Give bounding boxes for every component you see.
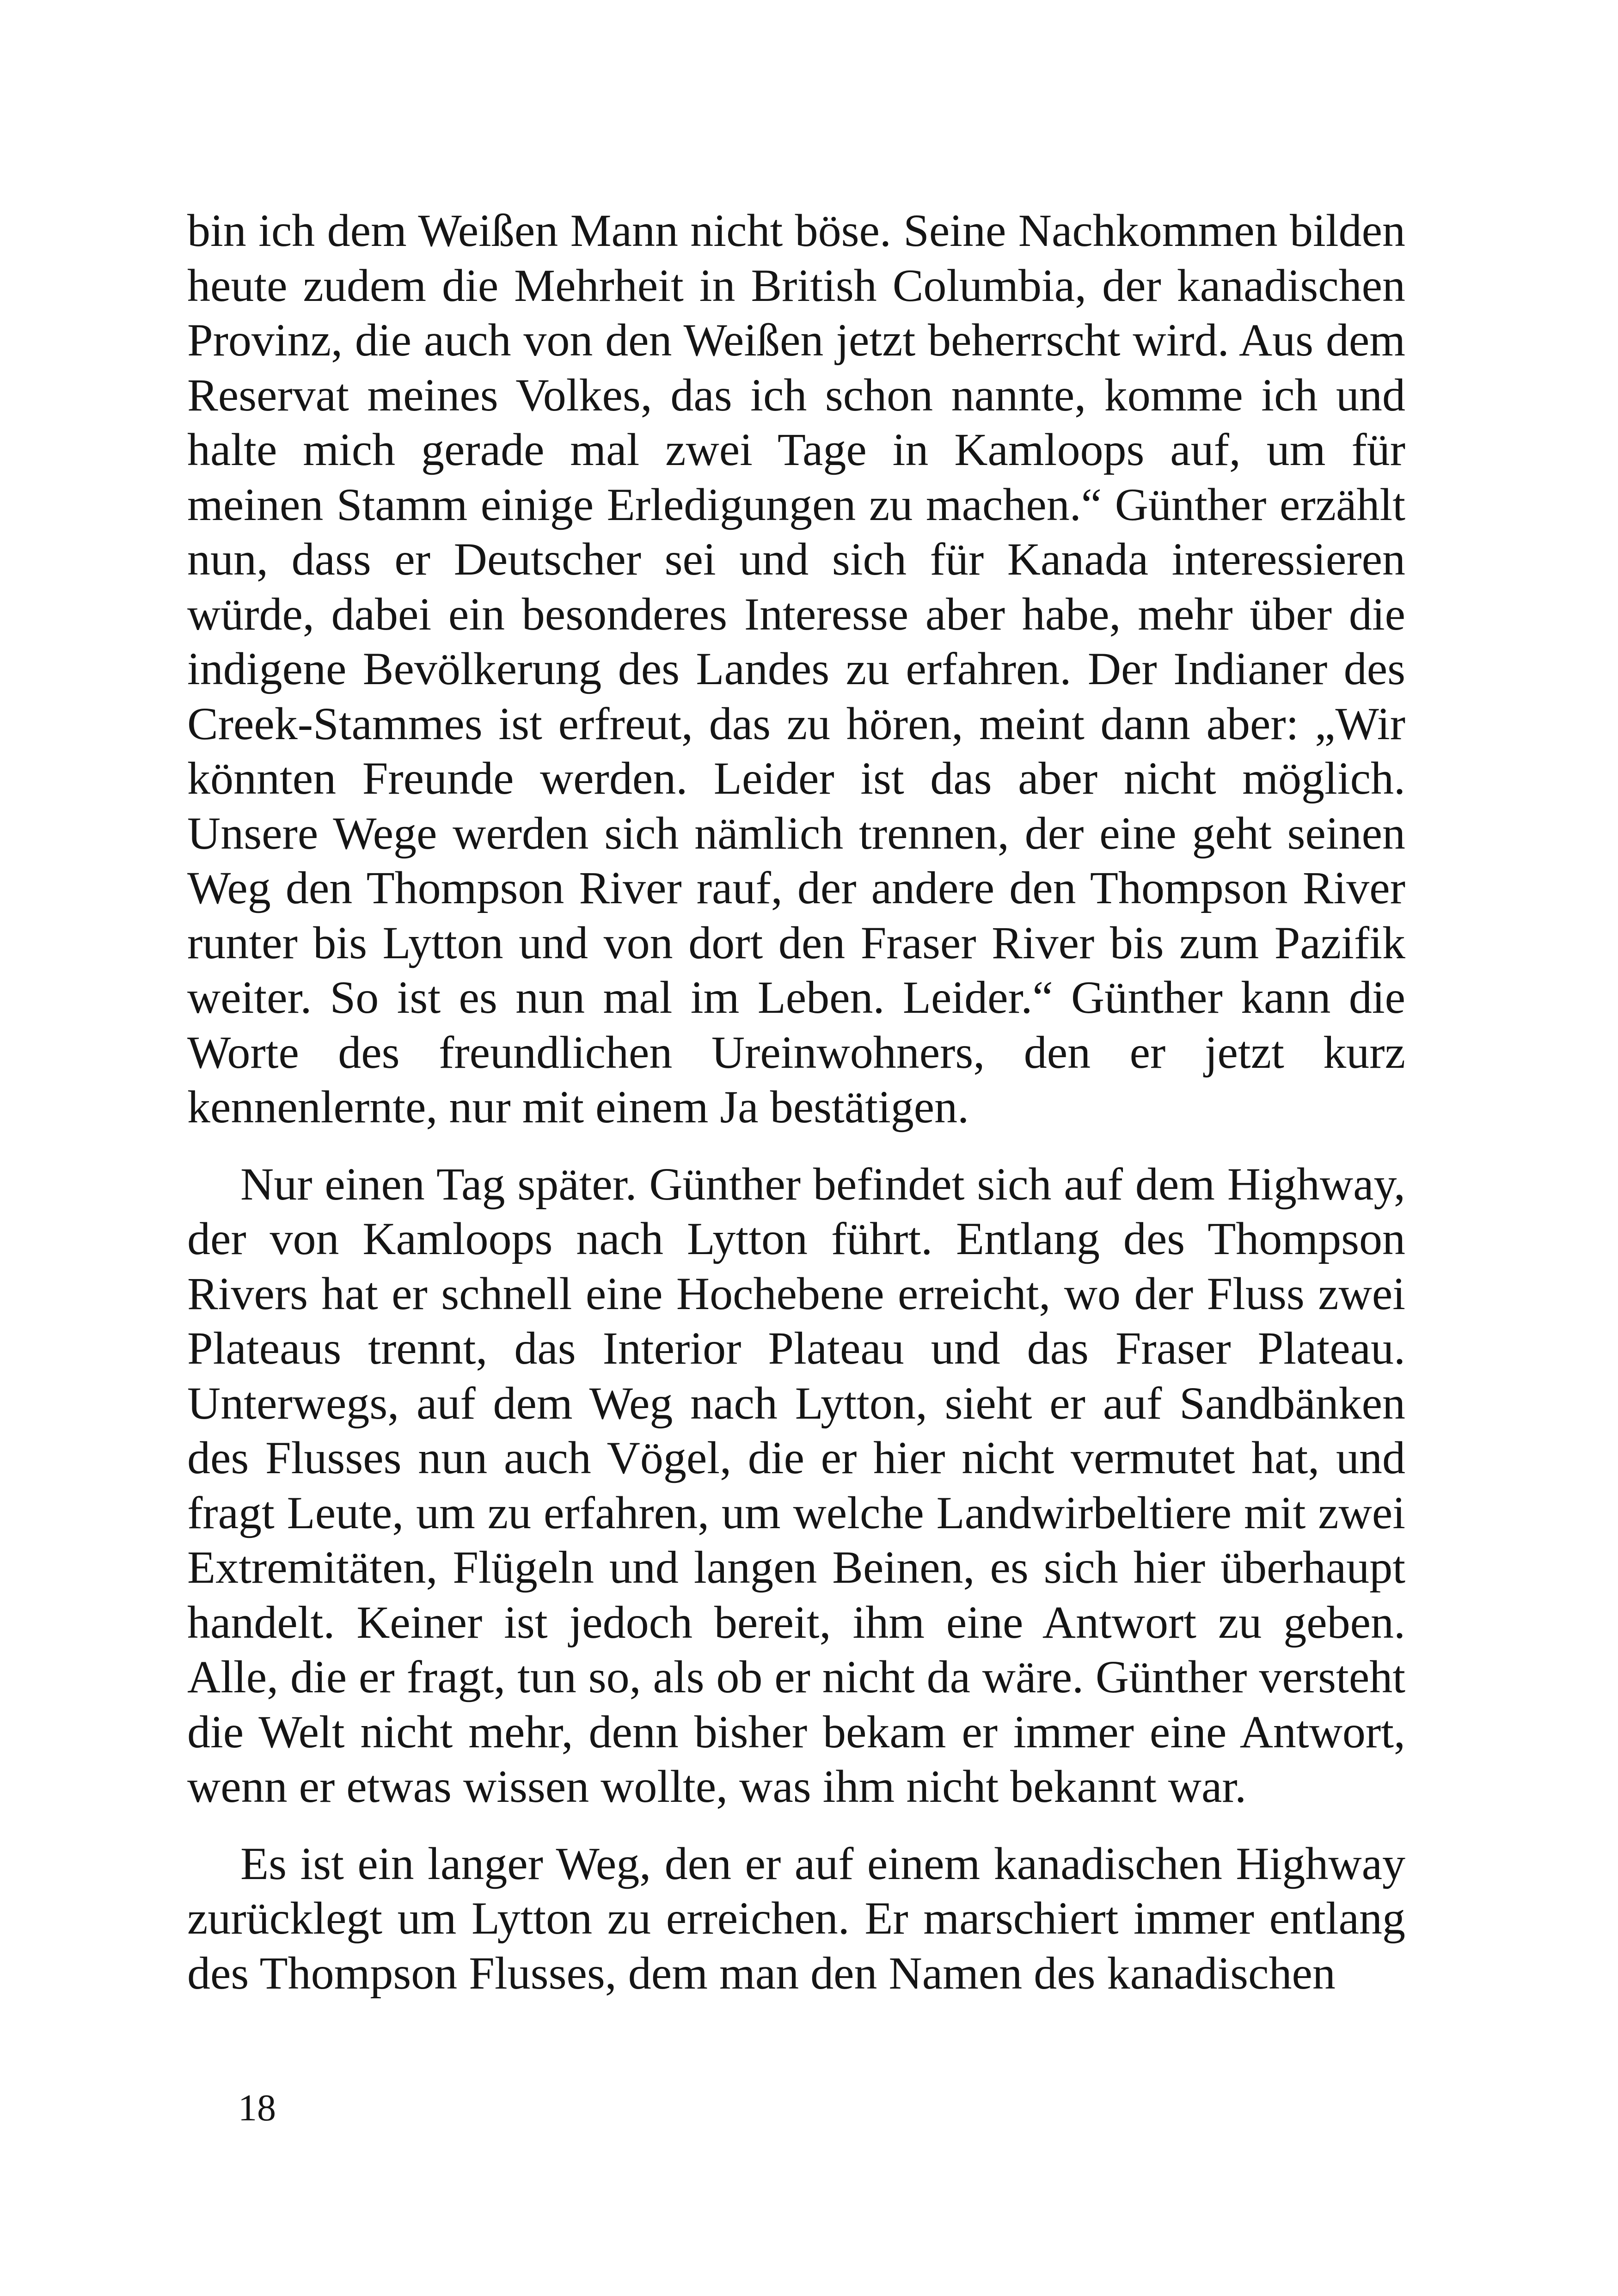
paragraph-2: Nur einen Tag später. Günther befindet sich auf dem Highway, der von Kamloops nach Lytton führt. Entlang des Thompson Rivers hat er schnell eine Hochebene erreicht, wo der Fluss zwei Plateaus trennt, das Interior Plateau und das Fraser Plateau. Unterwegs, auf dem Weg nach Lytton, sieht er auf Sandbänken des Flusses nun auch Vögel, die er hier nicht vermutet hat, und fragt Leute, um zu erfahren, um welche Landwirbeltiere mit zwei Extremitäten, Flügeln und langen Beinen, es sich hier überhaupt handelt. Keiner ist jedoch bereit, ihm eine Antwort zu geben. Alle, die er fragt, tun so, als ob er nicht da wäre. Günther versteht die Welt nicht mehr, denn bisher bekam er immer eine Antwort, wenn er etwas wissen wollte, was ihm nicht bekannt war. — [187, 1158, 1405, 1812]
page-number: 18 — [238, 2087, 276, 2129]
body-text — [187, 203, 1405, 2001]
paragraph-3: Es ist ein langer Weg, den er auf einem kanadischen Highway zurücklegt um Lytton zu erreichen. Er marschiert immer entlang des Thompson Flusses, dem man den Namen des kanadischen — [187, 1837, 1405, 1999]
paragraph-1: bin ich dem Weißen Mann nicht böse. Seine Nachkommen bilden heute zudem die Mehrheit in British Columbia, der kanadischen Provinz, die auch von den Weißen jetzt beherrscht wird. Aus dem Reservat meines Volkes, das ich schon nannte, komme ich und halte mich gerade mal zwei Tage in Kamloops auf, um für meinen Stamm einige Erledigungen zu machen.“ Günther erzählt nun, dass er Deutscher sei und sich für Kanada interessieren würde, dabei ein besonderes Interesse aber habe, mehr über die indigene Bevölkerung des Landes zu erfahren. Der Indianer des Creek-Stammes ist erfreut, das zu hören, meint dann aber: „Wir könnten Freunde werden. Leider ist das aber nicht möglich. Unsere Wege werden sich nämlich trennen, der eine geht seinen Weg den Thompson River rauf, der andere den Thompson River runter bis Lytton und von dort den Fraser River bis zum Pazifik weiter. So ist es nun mal im Leben. Leider.“ Günther kann die Worte des freundlichen Ureinwohners, den er jetzt kurz kennenlernte, nur mit einem Ja bestätigen. — [187, 205, 1405, 1133]
